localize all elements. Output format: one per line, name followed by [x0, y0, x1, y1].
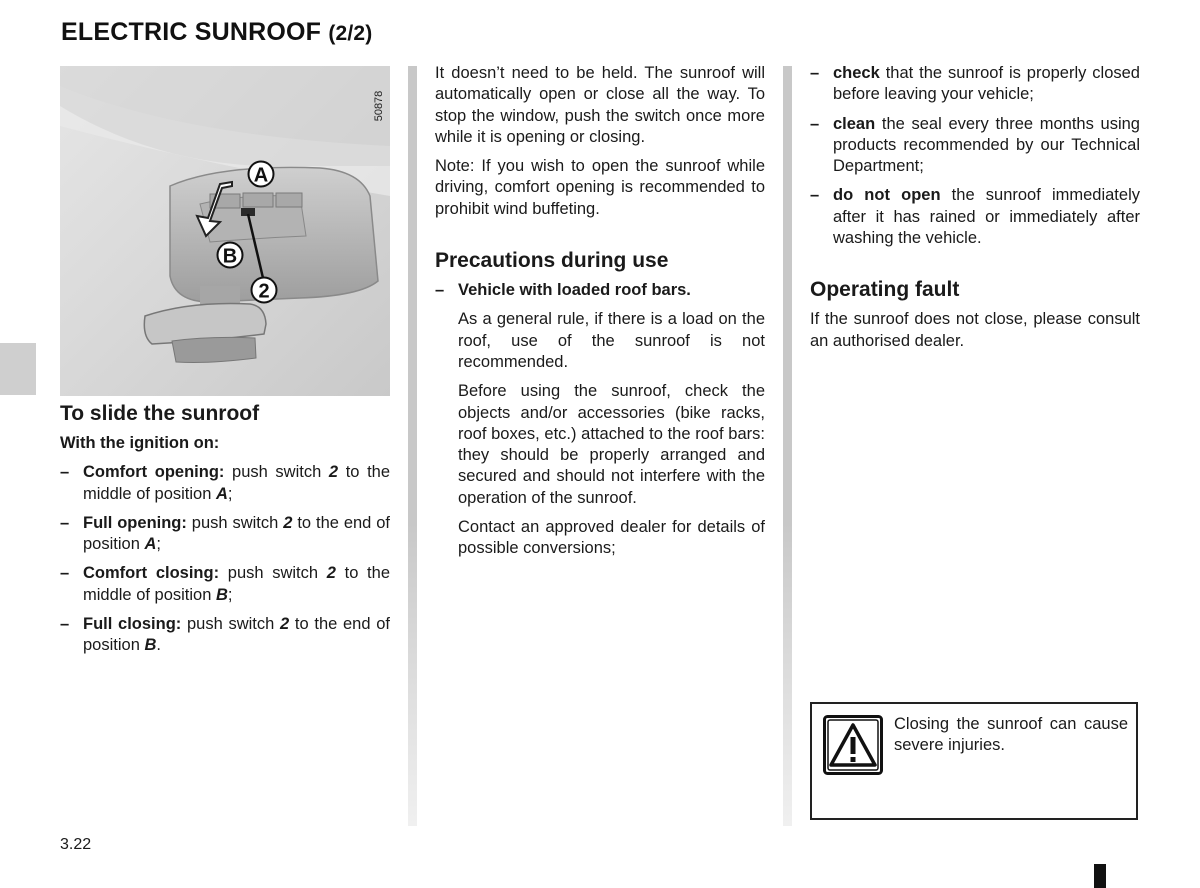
paragraph: As a general rule, if there is a load on the roof, use of the sunroof is not recommended. [458, 310, 765, 371]
section-tab [0, 343, 36, 395]
sunroof-switch-illustration [60, 66, 390, 396]
section-heading-slide: To slide the sunroof [60, 402, 260, 425]
column-divider [783, 66, 792, 826]
list-item: – Full opening: push switch 2 to the end of position A; [60, 513, 391, 554]
list-item: – do not open the sunroof immediately after it has rained or immediately after washing the vehicle. [810, 186, 1140, 248]
paragraph: It doesn’t need to be held. The sunroof will automatically open or close all the way. To stop the window, push the switch once more while it is opening or closing. [435, 64, 765, 146]
list-item: – Comfort opening: push switch 2 to the middle of position A; [60, 463, 391, 503]
callout-a-label: A [253, 164, 269, 187]
paragraph: Before using the sunroof, check the objects and/or accessories (bike racks, roof boxes, etc.) attached to the roof bars: they should be properly arranged and secured and should not interfere with the operation of the sunroof. [458, 382, 765, 507]
paragraph: Contact an approved dealer for details of possible conversions; [458, 518, 765, 558]
paragraph: Note: If you wish to open the sunroof while driving, comfort opening is recommended to prohibit wind buffeting. [435, 157, 765, 218]
list-item: – clean the seal every three months using products recommended by our Technical Department; [810, 114, 1140, 176]
page-edge-mark [1094, 864, 1106, 888]
page-title-part: (2/2) [328, 22, 373, 45]
section-heading-precautions: Precautions during use [435, 249, 669, 273]
warning-triangle-icon [823, 715, 883, 775]
callout-a [249, 162, 274, 187]
figure-ref-number: 50878 [373, 90, 385, 122]
ignition-lead: With the ignition on: [60, 434, 220, 452]
warning-text: Closing the sunroof can cause severe injuries. [894, 715, 1128, 755]
callout-2-label: 2 [258, 280, 270, 303]
section-heading-fault: Operating fault [810, 278, 960, 302]
column-3 [810, 63, 1140, 360]
paragraph: If the sunroof does not close, please consult an authorised dealer. [810, 310, 1140, 350]
illustration-svg [60, 66, 390, 396]
column-2 [435, 63, 765, 568]
column-divider [408, 66, 417, 826]
list-item: – Full closing: push switch 2 to the end of position B. [60, 615, 390, 655]
list-item: – Comfort closing: push switch 2 to the middle of position B; [60, 564, 390, 604]
callout-b [218, 243, 243, 268]
callout-b-label: B [222, 245, 238, 268]
list-item: – Vehicle with loaded roof bars. [435, 281, 691, 300]
list-item: – check that the sunroof is properly closed before leaving your vehicle; [810, 64, 1140, 104]
page-number: 3.22 [60, 836, 92, 853]
warning-box [810, 702, 1138, 820]
page-title [61, 18, 373, 47]
page-title-text: ELECTRIC SUNROOF [61, 18, 322, 46]
column-1 [60, 401, 390, 665]
callout-2 [252, 278, 277, 303]
